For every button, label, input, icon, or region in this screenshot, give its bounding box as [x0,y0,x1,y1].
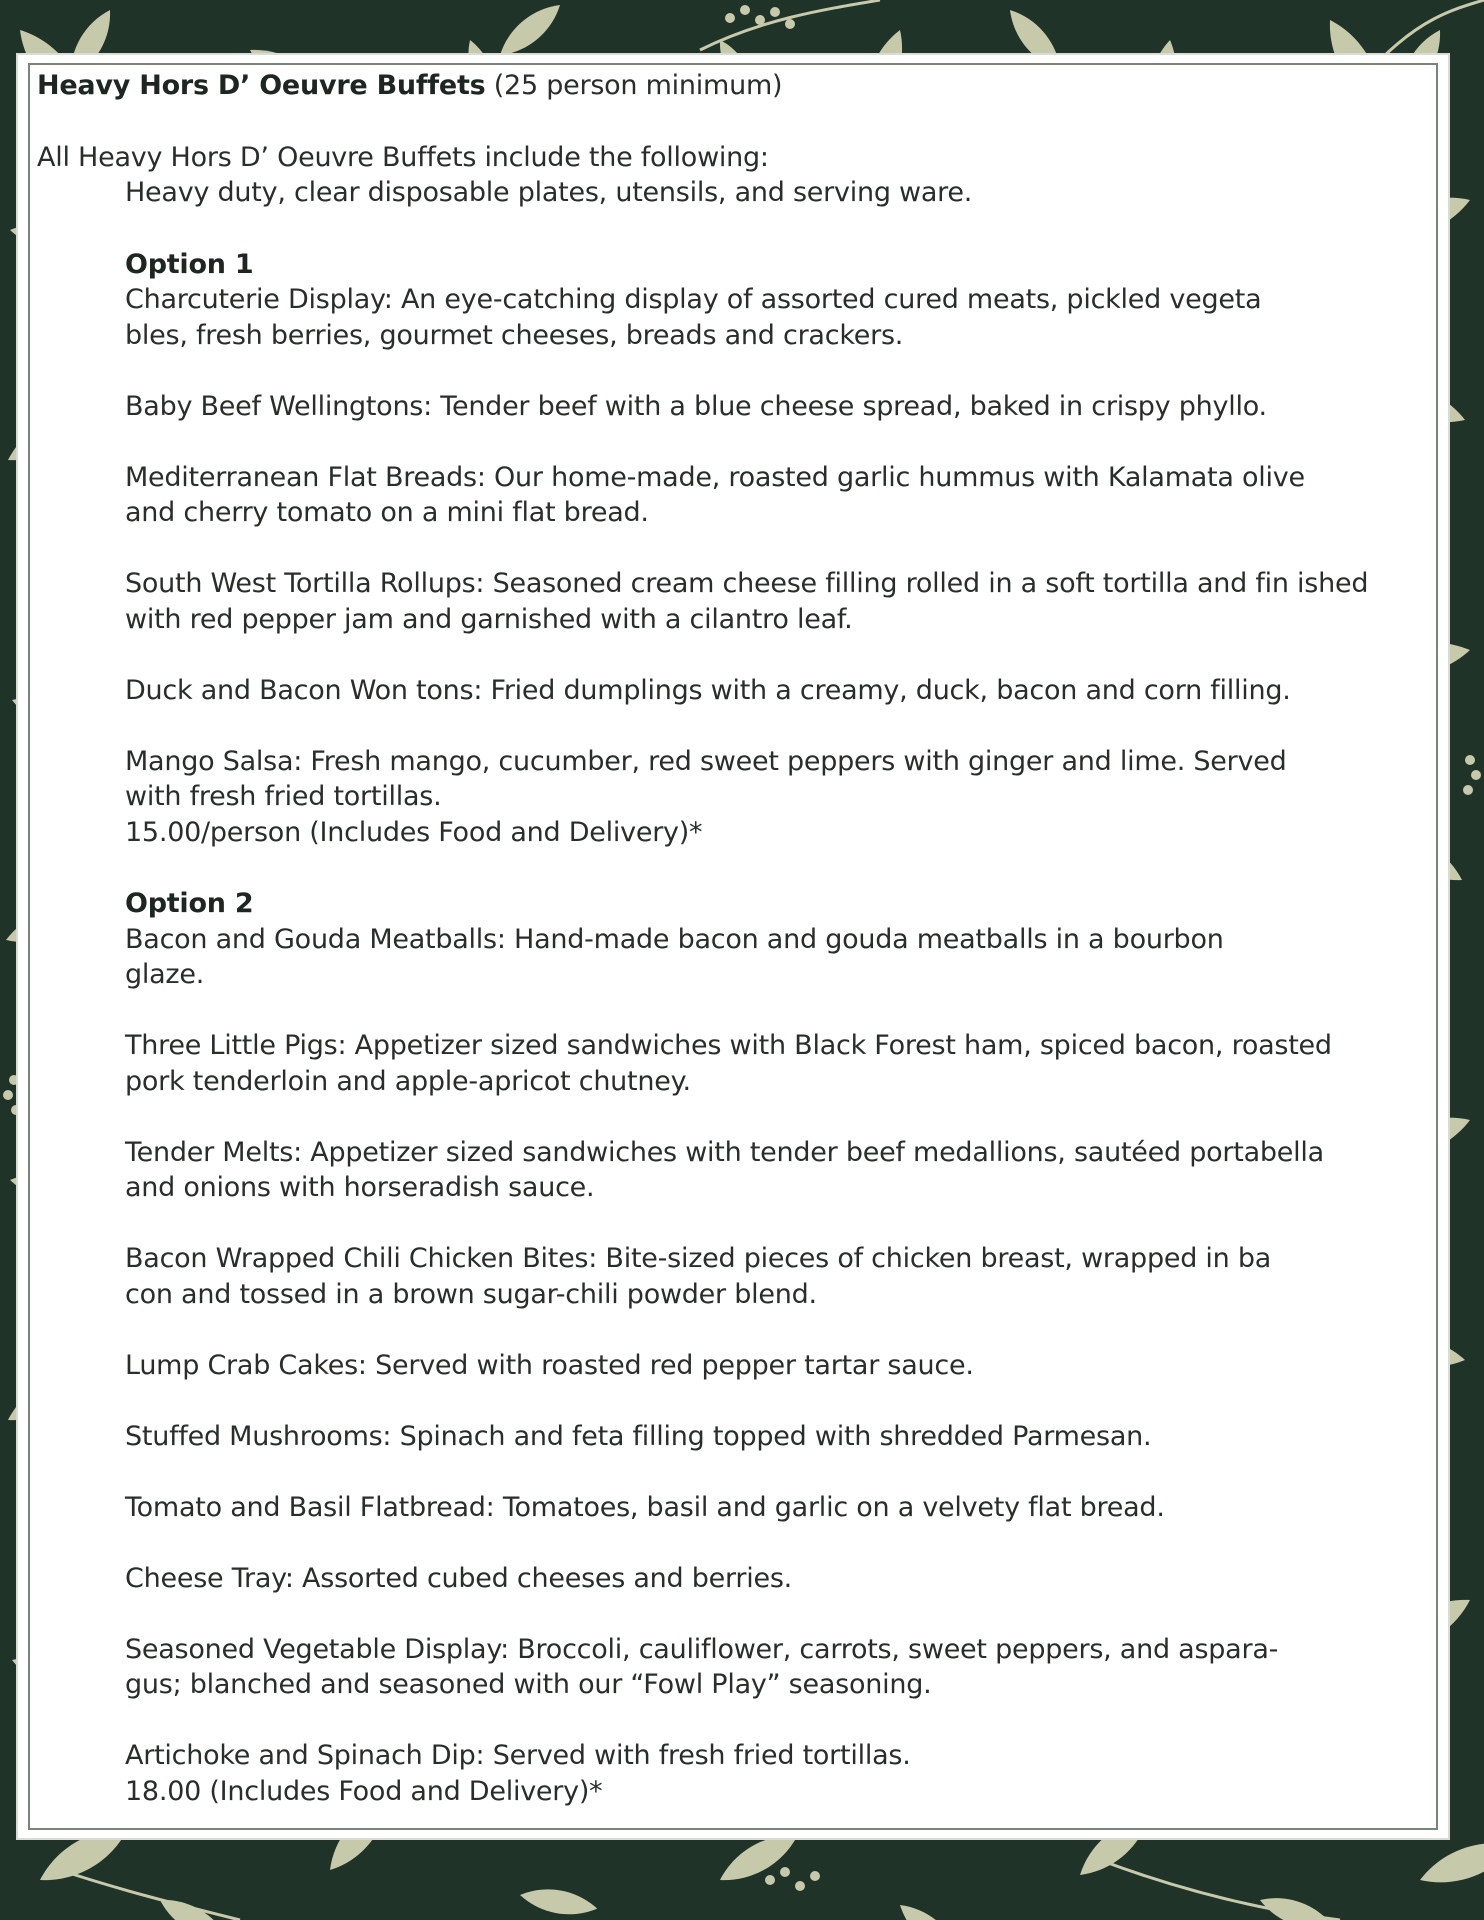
blank-line [37,1596,1437,1632]
menu-item-line: Seasoned Vegetable Display: Broccoli, cauliflower, carrots, sweet peppers, and aspara- [125,1633,1279,1665]
vine-stem-decoration [60,1870,240,1920]
berry-decoration [1463,785,1473,795]
berry-decoration [755,15,765,25]
berry-decoration [765,1875,775,1885]
menu-item-line: Lump Crab Cakes: Served with roasted red pepper tartar sauce. [125,1349,974,1381]
menu-item-line: Stuffed Mushrooms: Spinach and feta filling topped with shredded Parmesan. [125,1420,1152,1452]
blank-line [37,531,1437,567]
menu-content [37,68,1437,1809]
menu-item-line: and onions with horseradish sauce. [125,1172,595,1203]
blank-line [37,1383,1437,1419]
menu-item-line: 15.00/person (Includes Food and Delivery)* [125,816,703,848]
intro-includes: Heavy duty, clear disposable plates, utensils, and serving ware. [125,177,973,208]
menu-item-line: Artichoke and Spinach Dip: Served with fresh fried tortillas. [125,1740,911,1771]
menu-item-line: Mango Salsa: Fresh mango, cucumber, red sweet peppers with ginger and lime. Served [125,745,1287,777]
berry-decoration [740,5,750,15]
menu-item-line: 18.00 (Includes Food and Delivery)* [125,1775,603,1807]
option-2-label: Option 2 [125,888,254,919]
blank-line [37,993,1437,1029]
berry-decoration [795,1881,805,1891]
menu-item-line: and cherry tomato on a mini flat bread. [125,497,649,528]
option-2-items [37,922,1437,1810]
leaf-decoration [518,1884,599,1920]
berry-decoration [810,1871,820,1881]
blank-line [37,1099,1437,1135]
menu-item-line: Duck and Bacon Won tons: Fried dumplings with a creamy, duck, bacon and corn filling. [125,674,1291,706]
menu-item-line: with red pepper jam and garnished with a cilantro leaf. [125,603,853,635]
spacer [37,104,1437,140]
blank-line [37,1525,1437,1561]
menu-item-line: Tomato and Basil Flatbread: Tomatoes, basil and garlic on a velvety flat bread. [125,1491,1165,1523]
blank-line [37,424,1437,460]
berry-decoration [1465,755,1475,765]
berry-decoration [785,19,795,29]
menu-item-line: glaze. [125,959,205,990]
leaf-decoration [893,1896,968,1920]
menu-heading-title: Heavy Hors D’ Oeuvre Buffets [37,70,486,101]
blank-line [37,1703,1437,1739]
berry-decoration [770,7,780,17]
blank-line [37,1206,1437,1242]
blank-line [37,1312,1437,1348]
menu-item-line: South West Tortilla Rollups: Seasoned cream cheese filling rolled in a soft tortilla and fin ished [125,568,1369,599]
menu-item-line: Tender Melts: Appetizer sized sandwiches with tender beef medallions, sautéed portabella [125,1136,1324,1168]
blank-line [37,1454,1437,1490]
spacer [37,850,1437,886]
blank-line [37,637,1437,673]
berry-decoration [780,1867,790,1877]
option-1-label: Option 1 [125,248,254,280]
menu-item-line: bles, fresh berries, gourmet cheeses, breads and crackers. [125,319,904,351]
berry-decoration [3,1090,13,1100]
menu-item-line: Charcuterie Display: An eye-catching display of assorted cured meats, pickled vegeta [125,284,1262,315]
menu-item-line: Bacon Wrapped Chili Chicken Bites: Bite-sized pieces of chicken breast, wrapped in ba [125,1243,1272,1274]
menu-item-line: with fresh fried tortillas. [125,781,442,812]
menu-item-line: Bacon and Gouda Meatballs: Hand-made bacon and gouda meatballs in a bourbon [125,923,1224,955]
leaf-decoration [1256,1889,1338,1920]
leaf-decoration [1415,1832,1484,1894]
option-1-items [37,282,1437,850]
menu-item-line: Baby Beef Wellingtons: Tender beef with a blue cheese spread, baked in crispy phyllo. [125,390,1267,422]
menu-item-line: Three Little Pigs: Appetizer sized sandwiches with Black Forest ham, spiced bacon, roasted [125,1030,1332,1061]
blank-line [37,353,1437,389]
menu-item-line: Cheese Tray: Assorted cubed cheeses and berries. [125,1562,793,1594]
menu-heading [37,68,1437,104]
menu-item-line: gus; blanched and seasoned with our “Fowl Play” seasoning. [125,1669,932,1700]
intro-line: All Heavy Hors D’ Oeuvre Buffets include the following: [37,141,769,173]
menu-item-line: con and tossed in a brown sugar-chili powder blend. [125,1278,817,1310]
menu-item-line: pork tenderloin and apple-apricot chutney. [125,1065,691,1097]
blank-line [37,708,1437,744]
menu-heading-note: (25 person minimum) [485,70,783,101]
berry-decoration [725,13,735,23]
berry-decoration [1471,770,1481,780]
spacer [37,211,1437,247]
menu-item-line: Mediterranean Flat Breads: Our home-made, roasted garlic hummus with Kalamata olive [125,461,1305,493]
